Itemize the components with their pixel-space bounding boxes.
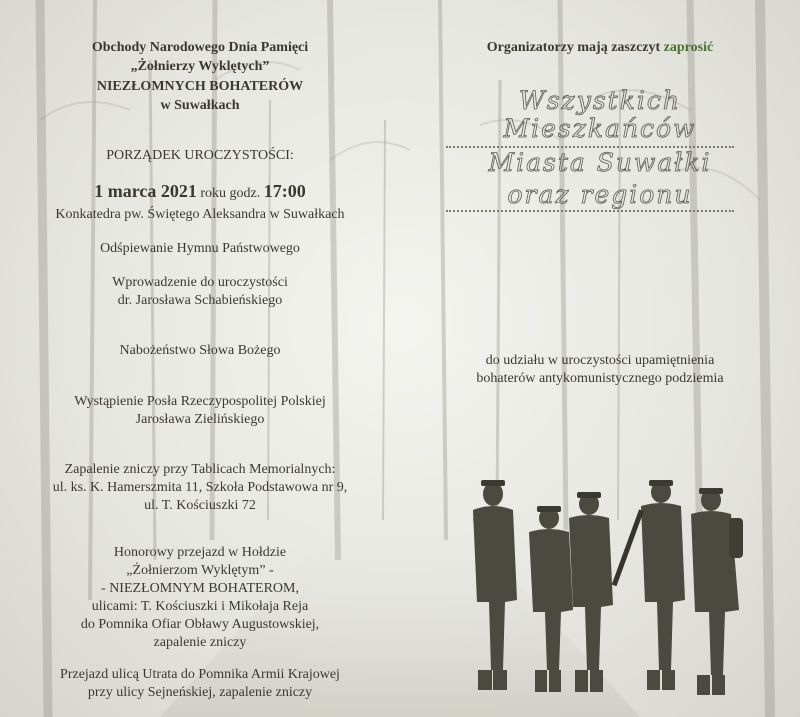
program-item-speech-speaker: Jarosława Zielińskiego: [135, 412, 265, 427]
addressee-line-3: Miasta Suwałki: [488, 148, 712, 177]
header-line-3: NIEZŁOMNYCH BOHATERÓW: [96, 79, 304, 94]
invitation-line: [400, 39, 800, 56]
program-item-speech: Wystąpienie Posła Rzeczypospolitej Polskiej: [74, 394, 326, 409]
addressee-line-1: Wszystkich: [519, 86, 681, 115]
program-item-intro: Wprowadzenie do uroczystości: [112, 275, 288, 290]
program-item-candles-address-1: ul. ks. K. Hamerszmita 11, Szkoła Podstawowa nr 9,: [52, 480, 348, 495]
program-item-drive-2: przy ulicy Sejneńskiej, zapalenie zniczy: [87, 685, 313, 700]
date: 1 marca 2021: [94, 181, 197, 201]
program-item-procession-6: zapalenie zniczy: [153, 635, 247, 650]
date-connector: roku godz.: [196, 186, 264, 201]
program-item-candles-address-2: ul. T. Kościuszki 72: [144, 498, 256, 513]
program-item-drive-1: Przejazd ulicą Utrata do Pomnika Armii Krajowej: [60, 667, 340, 682]
venue: Konkatedra pw. Świętego Aleksandra w Suwałkach: [55, 207, 345, 222]
program-item-anthem: Odśpiewanie Hymnu Państwowego: [100, 241, 300, 256]
soldier-figure: [612, 480, 685, 690]
soldier-figure: [691, 488, 743, 695]
program-item-intro-speaker: dr. Jarosława Schabieńskiego: [117, 293, 283, 308]
purpose-line-2: bohaterów antykomunistycznego podziemia: [476, 371, 724, 386]
program-item-candles: Zapalenie zniczy przy Tablicach Memorialnych:: [64, 462, 336, 477]
soldier-figure: [529, 506, 573, 692]
date-line: [0, 183, 400, 202]
purpose-line-1: do udziału w uroczystości upamiętnienia: [485, 353, 715, 368]
addressee-line-2: Mieszkańców: [503, 114, 697, 143]
addressee-line-4: oraz regionu: [507, 180, 693, 209]
program-title: PORZĄDEK UROCZYSTOŚCI:: [106, 148, 294, 163]
program-item-procession-5: do Pomnika Ofiar Obławy Augustowskiej,: [80, 617, 320, 632]
program-item-procession-3: - NIEZŁOMNYM BOHATEROM,: [101, 581, 299, 596]
header-line-2: „Żołnierzy Wyklętych”: [130, 59, 270, 74]
dotted-divider: [446, 210, 734, 212]
soldier-figure: [569, 492, 613, 692]
invitation-verb: zaprosić: [663, 40, 714, 55]
time: 17:00: [263, 181, 306, 201]
program-item-service: Nabożeństwo Słowa Bożego: [119, 343, 281, 358]
header-line-4: w Suwałkach: [160, 98, 240, 113]
program-item-procession-1: Honorowy przejazd w Hołdzie: [113, 545, 287, 560]
program-item-procession-2: „Żołnierzom Wyklętym” -: [126, 563, 274, 578]
soldier-figure: [473, 480, 517, 690]
soldiers-photo: [443, 470, 763, 710]
invitation-text: Organizatorzy mają zaszczyt: [486, 40, 664, 55]
program-item-procession-4: ulicami: T. Kościuszki i Mikołaja Reja: [91, 599, 309, 614]
header-line-1: Obchody Narodowego Dnia Pamięci: [91, 40, 309, 55]
